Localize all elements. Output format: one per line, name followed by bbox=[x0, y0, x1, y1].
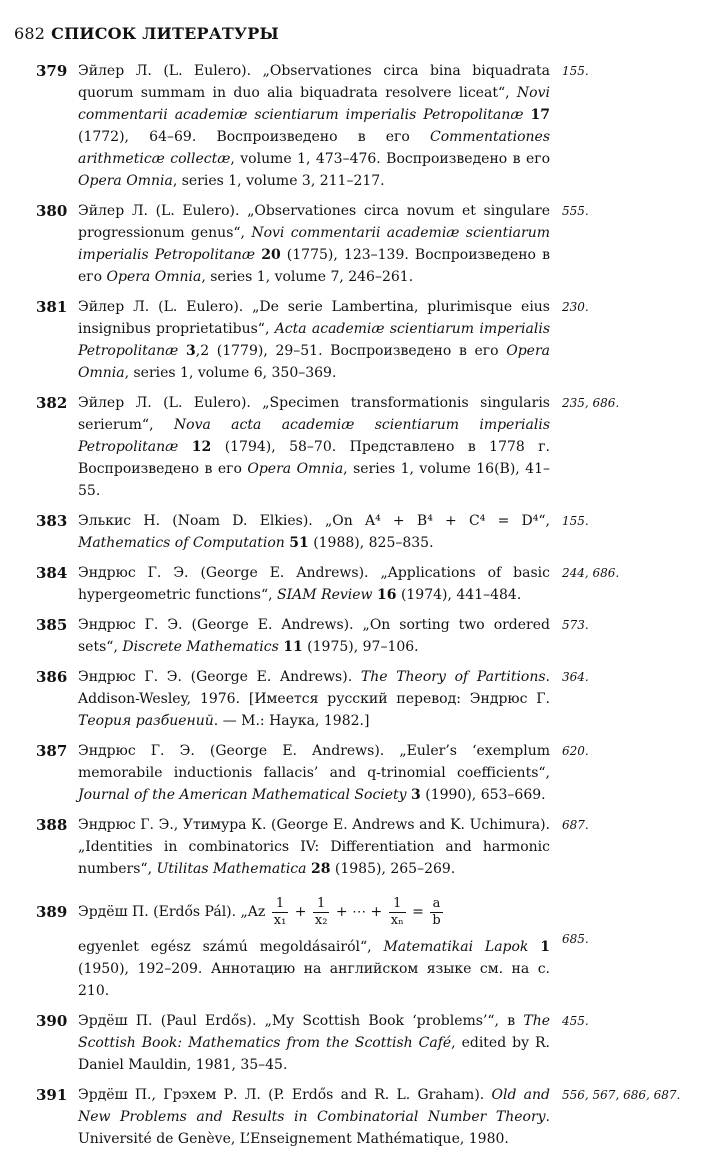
ref-text: Эндрюс Г. Э. (George E. Andrews). „On sorting two ordered sets“, bbox=[78, 617, 550, 655]
fraction bbox=[313, 896, 330, 929]
reference-text bbox=[78, 614, 550, 658]
reference-text bbox=[78, 1010, 550, 1076]
reference-text bbox=[78, 888, 550, 1002]
reference-text bbox=[78, 666, 550, 732]
ref-title: The Theory of Partitions bbox=[360, 669, 546, 685]
page-number: 682 bbox=[14, 24, 46, 43]
ref-text: Эрдёш П. (Erdős Pál). „Az bbox=[78, 904, 266, 920]
reference-number: 389 bbox=[36, 903, 68, 921]
reference-pages: 235, 686. bbox=[562, 396, 620, 410]
ref-text: . Université de Genève, L’Enseignement Mathématique, 1980. bbox=[78, 1109, 550, 1147]
reference-number: 381 bbox=[36, 298, 68, 316]
fraction bbox=[430, 896, 442, 929]
ref-volume: 12 bbox=[191, 439, 212, 455]
ref-volume: 28 bbox=[310, 861, 331, 877]
ref-volume: 3 bbox=[186, 343, 196, 359]
ref-volume: 17 bbox=[530, 107, 551, 123]
reference-number: 382 bbox=[36, 394, 68, 412]
reference-entry-390 bbox=[36, 1010, 676, 1076]
reference-pages: 244, 686. bbox=[562, 566, 620, 580]
reference-number: 386 bbox=[36, 668, 68, 686]
fraction-numerator: a bbox=[430, 896, 442, 913]
ref-text: (1975), 97–106. bbox=[307, 639, 419, 655]
ref-text: (1775), 123–139. Воспроизведено в его bbox=[78, 247, 550, 285]
reference-text bbox=[78, 510, 550, 554]
reference-text bbox=[78, 296, 550, 384]
ref-text: Эрдёш П. (Paul Erdős). „My Scottish Book ‘problems’“, в bbox=[78, 1013, 516, 1029]
ref-text: , series 1, volume 6, 350–369. bbox=[124, 365, 337, 381]
fraction-denominator: xₙ bbox=[390, 912, 404, 928]
ref-title: Commentationes arithmeticæ collectæ bbox=[78, 129, 550, 167]
reference-entry-379 bbox=[36, 60, 676, 192]
reference-number: 383 bbox=[36, 512, 68, 530]
ref-text: Эндрюс Г. Э., Утимура К. (George E. Andrews and K. Uchimura). „Identities in combinatorics IV: Differentiation and harmonic numbers“, bbox=[78, 817, 550, 877]
ref-text: Эрдёш П., Грэхем Р. Л. (P. Erdős and R. L. Graham). bbox=[78, 1087, 485, 1103]
reference-number: 391 bbox=[36, 1086, 68, 1104]
ref-title: Opera Omnia bbox=[106, 269, 202, 285]
ref-text: (1974), 441–484. bbox=[400, 587, 522, 603]
ref-volume: 1 bbox=[540, 939, 551, 955]
ref-text: Эйлер Л. (L. Eulero). „Observationes circa bina biquadrata quorum summam in duo alia biquadrata resolvere liceat“, bbox=[78, 63, 550, 101]
reference-entry-389 bbox=[36, 888, 676, 1002]
reference-pages: 364. bbox=[562, 670, 589, 684]
reference-pages: 455. bbox=[562, 1014, 589, 1028]
reference-pages: 687. bbox=[562, 818, 589, 832]
ref-journal: Discrete Mathematics bbox=[122, 639, 279, 655]
ref-text: . Addison-Wesley, 1976. [Имеется русский перевод: Эндрюс Г. bbox=[78, 669, 550, 707]
ref-title: Opera Omnia bbox=[78, 173, 173, 189]
reference-number: 390 bbox=[36, 1012, 68, 1030]
ref-text: (1985), 265–269. bbox=[334, 861, 456, 877]
ref-journal: Nova acta academiæ scientiarum imperialis Petropolitanæ bbox=[78, 417, 550, 455]
ref-text: Эндрюс Г. Э. (George E. Andrews). „Applications of basic hypergeometric functions“, bbox=[78, 565, 550, 603]
fraction bbox=[389, 896, 406, 929]
reference-number: 379 bbox=[36, 62, 68, 80]
ref-journal: Novi commentarii academiæ scientiarum imperialis Petropolitanæ bbox=[78, 85, 550, 123]
ref-text: (1990), 653–669. bbox=[425, 787, 546, 803]
reference-entry-383 bbox=[36, 510, 676, 554]
reference-text bbox=[78, 562, 550, 606]
ref-journal: SIAM Review bbox=[277, 587, 373, 603]
reference-pages: 620. bbox=[562, 744, 589, 758]
plus-sign: + bbox=[294, 904, 307, 920]
fraction-numerator: 1 bbox=[313, 896, 330, 913]
ref-text: Эндрюс Г. Э. (George E. Andrews). „Euler’s ‘exemplum memorabile inductionis fallacis’ and q-trinomial coefficients“, bbox=[78, 743, 550, 781]
reference-number: 388 bbox=[36, 816, 68, 834]
ellipsis-sum: + ⋯ + bbox=[335, 904, 383, 920]
reference-entry-381 bbox=[36, 296, 676, 384]
formula-line bbox=[78, 888, 550, 936]
reference-entry-388 bbox=[36, 814, 676, 880]
ref-title: The Scottish Book: Mathematics from the Scottish Café bbox=[78, 1013, 550, 1051]
ref-text: (1794), 58–70. Представлено в 1778 г. Воспроизведено в его bbox=[78, 439, 551, 477]
ref-text: Эйлер Л. (L. Eulero). „De serie Lambertina, plurimisque eius insignibus proprietatibus“, bbox=[78, 299, 550, 337]
fraction-denominator: x₁ bbox=[273, 912, 287, 928]
reference-pages: 556, 567, 686, 687. bbox=[562, 1088, 681, 1102]
ref-journal: Journal of the American Mathematical Society bbox=[78, 787, 407, 803]
ref-text: (1988), 825–835. bbox=[313, 535, 434, 551]
reference-entry-385 bbox=[36, 614, 676, 658]
ref-title: Теория разбиений bbox=[78, 713, 214, 729]
reference-entry-386 bbox=[36, 666, 676, 732]
ref-text: . — М.: Наука, 1982.] bbox=[213, 713, 370, 729]
reference-text bbox=[78, 60, 550, 192]
reference-pages: 685. bbox=[562, 932, 589, 946]
ref-journal: Matematikai Lapok bbox=[383, 939, 529, 955]
reference-entry-384 bbox=[36, 562, 676, 606]
ref-journal: Utilitas Mathematica bbox=[156, 861, 307, 877]
reference-pages: 155. bbox=[562, 514, 589, 528]
ref-volume: 3 bbox=[411, 787, 421, 803]
reference-text bbox=[78, 814, 550, 880]
reference-pages: 230. bbox=[562, 300, 589, 314]
reference-pages: 555. bbox=[562, 204, 589, 218]
ref-text: (1772), 64–69. Воспроизведено в его bbox=[78, 129, 410, 145]
ref-volume: 11 bbox=[283, 639, 303, 655]
reference-pages: 155. bbox=[562, 64, 589, 78]
reference-number: 387 bbox=[36, 742, 68, 760]
fraction-denominator: x₂ bbox=[314, 912, 328, 928]
fraction-numerator: 1 bbox=[272, 896, 289, 913]
reference-number: 384 bbox=[36, 564, 68, 582]
reference-text bbox=[78, 392, 550, 502]
reference-text bbox=[78, 1084, 550, 1150]
reference-text bbox=[78, 200, 550, 288]
ref-text: Эйлер Л. (L. Eulero). „Specimen transformationis singularis serierum“, bbox=[78, 395, 550, 433]
fraction bbox=[272, 896, 289, 929]
page-header bbox=[14, 24, 279, 43]
reference-number: 385 bbox=[36, 616, 68, 634]
page-title: СПИСОК ЛИТЕРАТУРЫ bbox=[51, 24, 279, 43]
reference-text bbox=[78, 740, 550, 806]
ref-volume: 20 bbox=[261, 247, 281, 263]
ref-title: Opera Omnia bbox=[78, 343, 550, 381]
ref-text: egyenlet egész számú megoldásairól“, bbox=[78, 939, 372, 955]
ref-title: Old and New Problems and Results in Combinatorial Number Theory bbox=[78, 1087, 550, 1125]
reference-pages: 573. bbox=[562, 618, 589, 632]
reference-entry-380 bbox=[36, 200, 676, 288]
reference-number: 380 bbox=[36, 202, 68, 220]
ref-text: , series 1, volume 3, 211–217. bbox=[172, 173, 385, 189]
ref-text: Эндрюс Г. Э. (George E. Andrews). bbox=[78, 669, 353, 685]
ref-volume: 16 bbox=[377, 587, 397, 603]
fraction-denominator: b bbox=[432, 912, 441, 928]
ref-text: , series 1, volume 16(B), 41–55. bbox=[78, 461, 550, 499]
ref-text: , edited by R. Daniel Mauldin, 1981, 35–45. bbox=[78, 1035, 550, 1073]
ref-text: (1950), 192–209. Аннотацию на английском языке см. на с. 210. bbox=[78, 961, 550, 999]
ref-text: ,2 (1779), 29–51. Воспроизведено в его bbox=[195, 343, 499, 359]
reference-entry-391 bbox=[36, 1084, 681, 1150]
ref-text: Эйлер Л. (L. Eulero). „Observationes circa novum et singulare progressionum genus“, bbox=[78, 203, 550, 241]
equals-sign: = bbox=[412, 904, 424, 920]
ref-title: Opera Omnia bbox=[247, 461, 344, 477]
reference-entry-387 bbox=[36, 740, 676, 806]
ref-volume: 51 bbox=[289, 535, 309, 551]
reference-entry-382 bbox=[36, 392, 676, 502]
ref-journal: Mathematics of Computation bbox=[78, 535, 285, 551]
ref-text: , series 1, volume 7, 246–261. bbox=[201, 269, 414, 285]
reference-list bbox=[36, 60, 681, 1158]
ref-journal: Acta academiæ scientiarum imperialis Petropolitanæ bbox=[78, 321, 551, 359]
fraction-numerator: 1 bbox=[389, 896, 406, 913]
ref-text: , volume 1, 473–476. Воспроизведено в его bbox=[230, 151, 550, 167]
ref-journal: Novi commentarii academiæ scientiarum imperialis Petropolitanæ bbox=[78, 225, 551, 263]
ref-text: Элькис Н. (Noam D. Elkies). „On A⁴ + B⁴ + C⁴ = D⁴“, bbox=[78, 513, 550, 529]
